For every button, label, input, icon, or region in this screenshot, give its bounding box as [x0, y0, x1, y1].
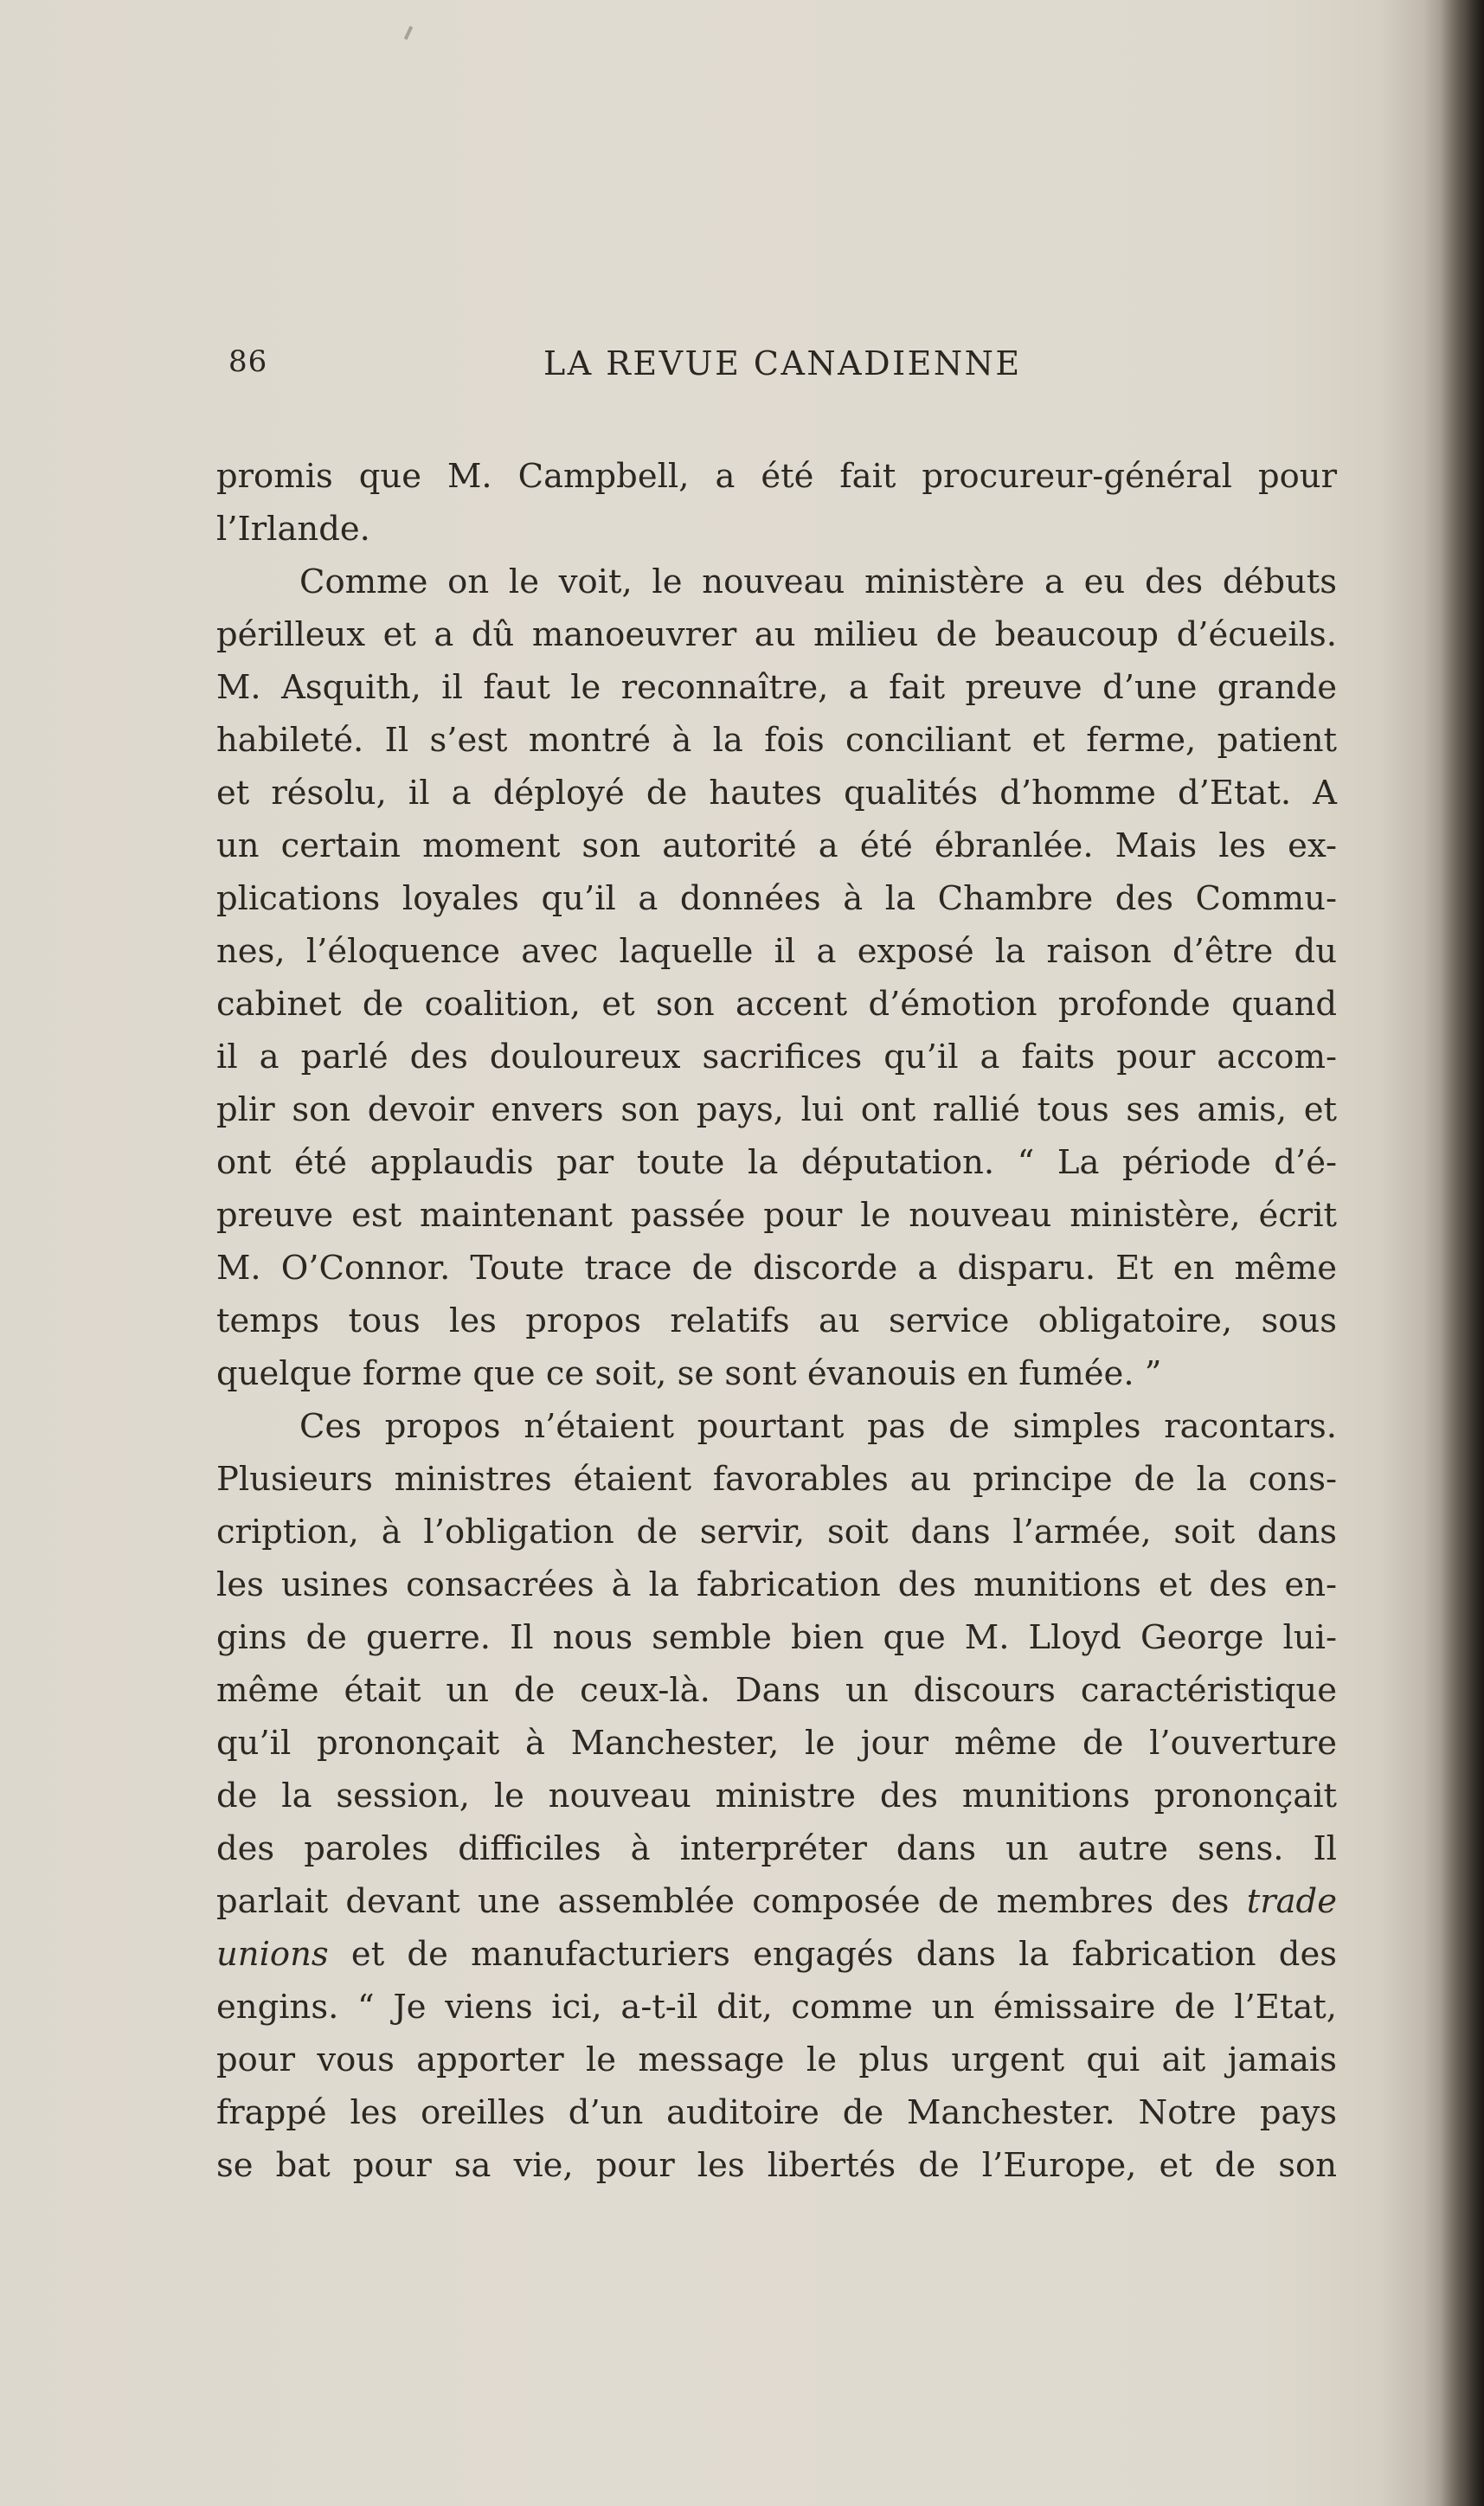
text-line: même était un de ceux-là. Dans un discours caractéristique: [216, 1671, 1337, 1710]
text-line: les usines consacrées à la fabrication des munitions et des en-: [216, 1565, 1337, 1604]
text-line: il a parlé des douloureux sacrifices qu’il a faits pour accom-: [216, 1038, 1337, 1076]
text-line: et résolu, il a déployé de hautes qualités d’homme d’Etat. A: [216, 774, 1337, 813]
text-line: engins. “ Je viens ici, a-t-il dit, comme un émissaire de l’Etat,: [216, 1988, 1337, 2027]
text-line: M. O’Connor. Toute trace de discorde a disparu. Et en même: [216, 1249, 1337, 1288]
italic-term: unions: [216, 1935, 329, 1974]
text-line: [216, 1928, 1337, 1981]
text-line: cabinet de coalition, et son accent d’émotion profonde quand: [216, 985, 1337, 1024]
text-segment: parlait devant une assemblée composée de membres des: [216, 1882, 1230, 1921]
text-line: un certain moment son autorité a été ébranlée. Mais les ex-: [216, 826, 1337, 865]
page-number: 86: [228, 344, 268, 379]
text-segment: et de manufacturiers engagés dans la fabrication des: [350, 1935, 1337, 1974]
text-line: qu’il prononçait à Manchester, le jour même de l’ouverture: [216, 1724, 1337, 1763]
text-line: cription, à l’obligation de servir, soit dans l’armée, soit dans: [216, 1513, 1337, 1552]
text-line: plications loyales qu’il a données à la Chambre des Commu-: [216, 879, 1337, 918]
text-line: temps tous les propos relatifs au service obligatoire, sous: [216, 1301, 1337, 1340]
text-line: des paroles difficiles à interpréter dans un autre sens. Il: [216, 1829, 1337, 1868]
text-line: pour vous apporter le message le plus urgent qui ait jamais: [216, 2040, 1337, 2079]
text-line: l’Irlande.: [216, 510, 370, 549]
page-speck: [404, 26, 413, 40]
paragraph-start-line: Comme on le voit, le nouveau ministère a eu des débuts: [299, 562, 1337, 601]
italic-term: trade: [1246, 1882, 1337, 1921]
text-line: de la session, le nouveau ministre des munitions prononçait: [216, 1777, 1337, 1815]
paragraph-start-line: Ces propos n’étaient pourtant pas de simples racontars.: [299, 1407, 1337, 1446]
text-line: habileté. Il s’est montré à la fois conciliant et ferme, patient: [216, 721, 1337, 760]
text-line: gins de guerre. Il nous semble bien que M. Lloyd George lui-: [216, 1618, 1337, 1657]
running-head: LA REVUE CANADIENNE: [543, 344, 1022, 382]
text-line: M. Asquith, il faut le reconnaître, a fait preuve d’une grande: [216, 668, 1337, 707]
page-edge-shadow: [1423, 0, 1484, 2506]
text-line: Plusieurs ministres étaient favorables au principe de la cons-: [216, 1460, 1337, 1499]
text-line: promis que M. Campbell, a été fait procureur-général pour: [216, 457, 1337, 496]
text-line: frappé les oreilles d’un auditoire de Manchester. Notre pays: [216, 2093, 1337, 2132]
text-line: preuve est maintenant passée pour le nouveau ministère, écrit: [216, 1196, 1337, 1235]
text-line: périlleux et a dû manoeuvrer au milieu de beaucoup d’écueils.: [216, 615, 1337, 654]
text-line: ont été applaudis par toute la députation. “ La période d’é-: [216, 1143, 1337, 1182]
page-header: [223, 344, 1339, 391]
text-line: [216, 1875, 1337, 1928]
text-line: plir son devoir envers son pays, lui ont rallié tous ses amis, et: [216, 1090, 1337, 1129]
text-line: nes, l’éloquence avec laquelle il a exposé la raison d’être du: [216, 932, 1337, 971]
text-line: se bat pour sa vie, pour les libertés de l’Europe, et de son: [216, 2146, 1337, 2185]
text-line: quelque forme que ce soit, se sont évanouis en fumée. ”: [216, 1354, 1162, 1393]
body-text: [216, 450, 1337, 2192]
